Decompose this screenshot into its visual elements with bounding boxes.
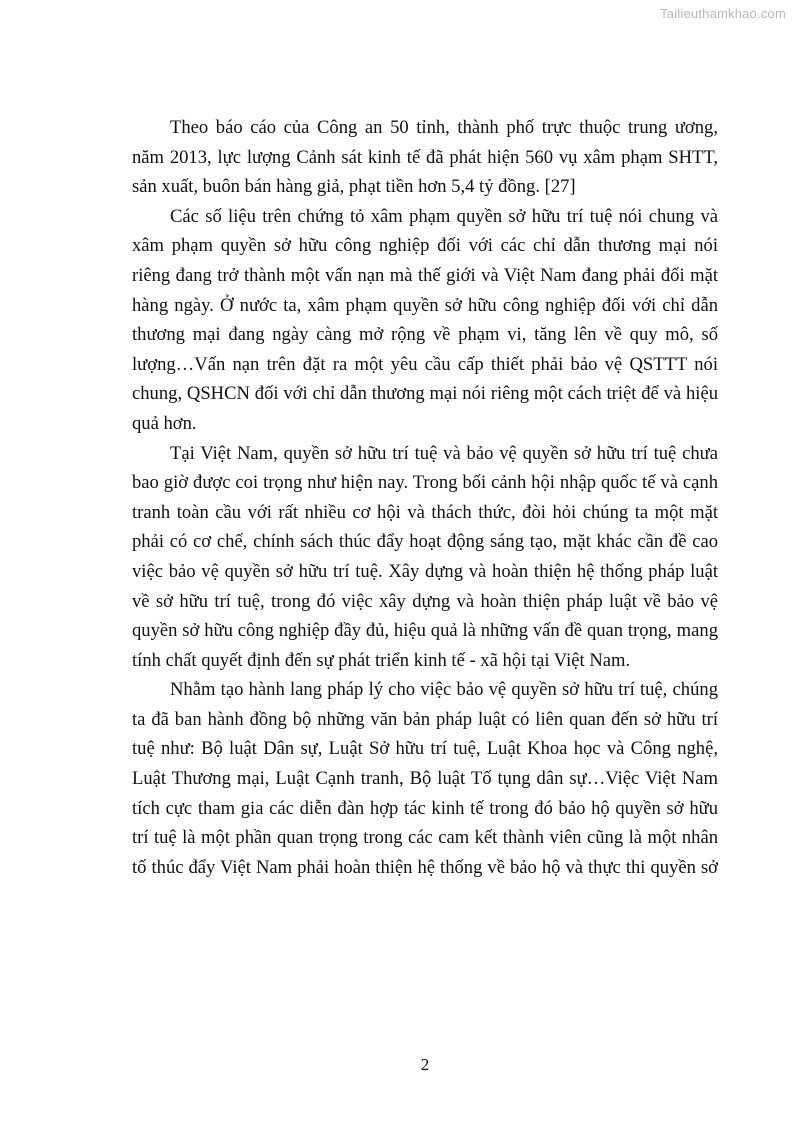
text-line: năm 2013, lực lượng Cảnh sát kinh tế đã phát hiện 560 vụ xâm phạm SHTT, (132, 146, 718, 168)
watermark-text: Tailieuthamkhao.com (660, 6, 786, 21)
text-line: Tại Việt Nam, quyền sở hữu trí tuệ và bảo vệ quyền sở hữu trí tuệ chưa (170, 442, 718, 464)
text-line: về sở hữu trí tuệ, trong đó việc xây dựng và hoàn thiện pháp luật về bảo vệ (132, 590, 718, 612)
text-line: tranh toàn cầu với rất nhiều cơ hội và thách thức, đòi hỏi chúng ta một mặt (132, 501, 718, 523)
text-line: quyền sở hữu công nghiệp đầy đủ, hiệu quả là những vấn đề quan trọng, mang (132, 620, 718, 642)
text-line: phải có cơ chế, chính sách thúc đẩy hoạt động sáng tạo, mặt khác cần đề cao (132, 531, 718, 553)
text-line: tố thúc đẩy Việt Nam phải hoàn thiện hệ thống về bảo hộ và thực thi quyền sở (132, 856, 718, 878)
text-line: Theo báo cáo của Công an 50 tỉnh, thành phố trực thuộc trung ương, (170, 117, 718, 138)
paragraph-3 (132, 439, 718, 676)
text-line: ta đã ban hành đồng bộ những văn bản pháp luật có liên quan đến sở hữu trí (132, 708, 718, 730)
text-line: tính chất quyết định đến sự phát triển kinh tế - xã hội tại Việt Nam. (132, 649, 631, 671)
text-line: Luật Thương mại, Luật Cạnh tranh, Bộ luật Tố tụng dân sự…Việc Việt Nam (132, 768, 718, 790)
text-line: quả hơn. (132, 412, 197, 434)
text-line: trí tuệ là một phần quan trọng trong các cam kết thành viên cũng là một nhân (132, 827, 718, 849)
text-line: việc bảo vệ quyền sở hữu trí tuệ. Xây dựng và hoàn thiện hệ thống pháp luật (132, 560, 718, 582)
text-line: hàng ngày. Ở nước ta, xâm phạm quyền sở hữu công nghiệp đối với chỉ dẫn (132, 294, 718, 316)
text-line: tích cực tham gia các diễn đàn hợp tác kinh tế trong đó bảo hộ quyền sở hữu (132, 797, 718, 819)
paragraph-4 (132, 675, 718, 882)
text-line: Nhằm tạo hành lang pháp lý cho việc bảo vệ quyền sở hữu trí tuệ, chúng (170, 679, 718, 701)
document-body (132, 113, 718, 882)
page-number: 2 (420, 1055, 430, 1074)
text-line: sản xuất, buôn bán hàng giả, phạt tiền hơn 5,4 tỷ đồng. [27] (132, 176, 576, 198)
text-line: bao giờ được coi trọng như hiện nay. Trong bối cảnh hội nhập quốc tế và cạnh (132, 472, 718, 494)
text-line: thương mại đang ngày càng mở rộng về phạm vi, tăng lên về quy mô, số (132, 324, 718, 346)
text-line: chung, QSHCN đối với chỉ dẫn thương mại nói riêng một cách triệt để và hiệu (132, 383, 718, 405)
text-line: xâm phạm quyền sở hữu công nghiệp đối với các chỉ dẫn thương mại nói (132, 235, 718, 257)
paragraph-1 (132, 113, 718, 202)
paragraph-2 (132, 202, 718, 439)
text-line: Các số liệu trên chứng tỏ xâm phạm quyền sở hữu trí tuệ nói chung và (170, 205, 718, 227)
text-line: riêng đang trở thành một vấn nạn mà thế giới và Việt Nam đang phải đối mặt (132, 264, 718, 286)
text-line: lượng…Vấn nạn trên đặt ra một yêu cầu cấp thiết phải bảo vệ QSTTT nói (132, 353, 718, 375)
text-line: tuệ như: Bộ luật Dân sự, Luật Sở hữu trí tuệ, Luật Khoa học và Công nghệ, (132, 738, 718, 760)
